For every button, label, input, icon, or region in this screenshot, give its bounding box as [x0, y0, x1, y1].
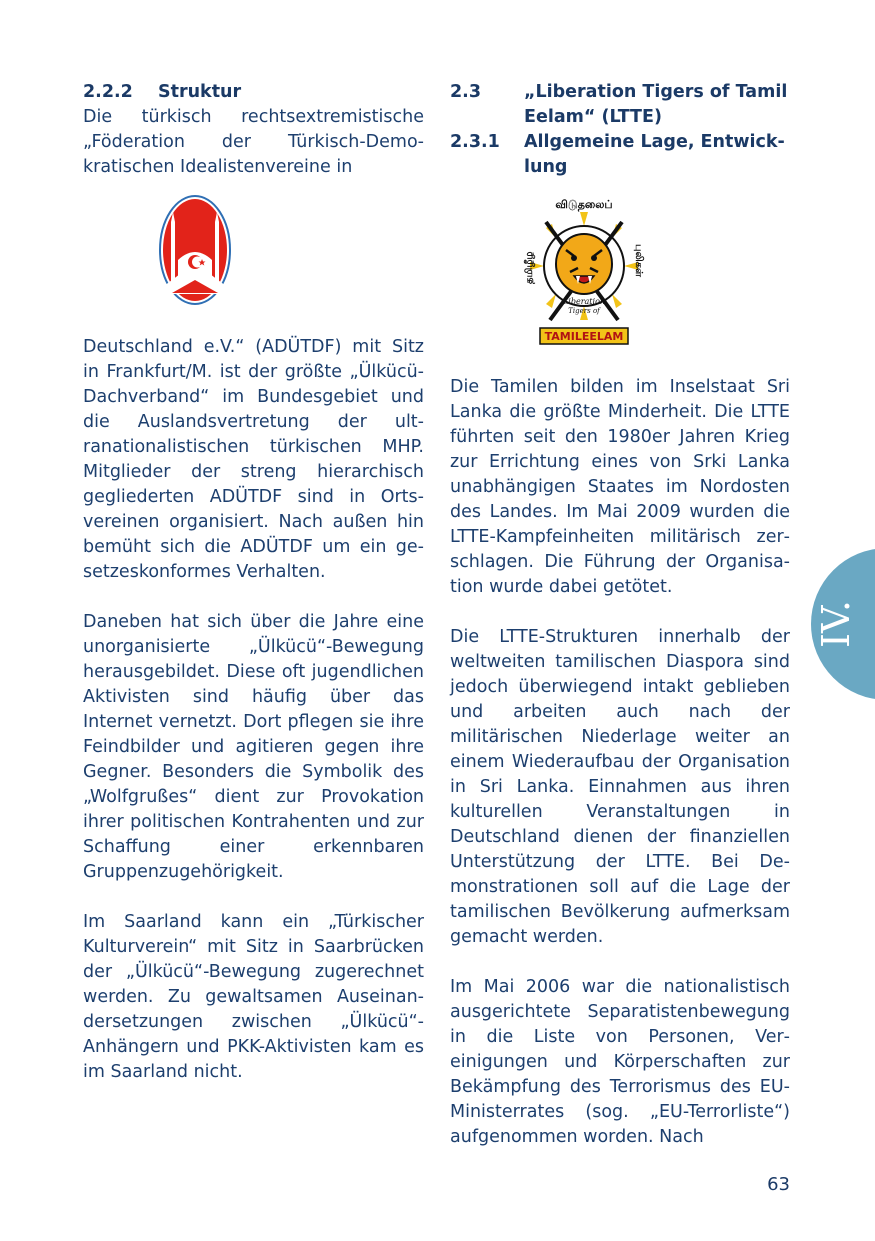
emblem-tamil-right: புலிகள்	[633, 244, 644, 278]
paragraph: Die LTTE-Strukturen innerhalb der weltweiten tamilischen Diaspora sind jedoch überwiegend intakt geblieben und arbeiten auch nach der militärischen Niederlage weiter an einem Wiederaufbau der Organisation in Sri Lanka. Einnahmen aus ihren kulturellen Veranstaltungen in Deutschland dienen der finanziellen Unterstützung der LTTE. Bei Demonstrationen soll auf die Lage der tamilischen Bevölkerung aufmerksam gemacht werden.	[450, 627, 790, 947]
heading-number: 2.2.2	[83, 82, 133, 102]
chapter-tab-label: IV.	[814, 600, 858, 648]
paragraph: Im Mai 2006 war die nationalistisch ausgerichtete Separatistenbewegung in die Liste von Personen, Vereinigungen und Körperschaften zur Bekämpfung des Terrorismus des EU-Ministerrates (sog. „EU-Terrorliste“) aufgenommen worden. Nach	[450, 977, 790, 1147]
heading-title: „Liberation Tigers of Tamil Eelam“ (LTTE)	[524, 82, 788, 127]
section-heading-2-3-1	[450, 130, 790, 180]
emblem-tamil-top: விடுதலைப்	[555, 198, 613, 211]
paragraph: Deutschland e.V.“ (ADÜTDF) mit Sitz in Frankfurt/M. ist der größte „Ülkücü-Dachverband“ im Bundesgebiet und die Auslandsvertretung der ultranationalistischen türkischen MHP. Mitglieder der streng hierarchisch gegliederten ADÜTDF sind in Ortsvereinen organisiert. Nach außen hin bemüht sich die ADÜTDF um ein gesetzeskonformes Verhalten.	[83, 337, 424, 582]
ltte-emblem	[522, 194, 646, 346]
paragraph: Im Saarland kann ein „Türkischer Kulturverein“ mit Sitz in Saarbrücken der „Ülkücü“-Bewegung zugerechnet werden. Zu gewaltsamen Auseinandersetzungen zwischen „Ülkücü“-Anhängern und PKK-Aktivisten kam es im Saarland nicht.	[83, 912, 424, 1082]
right-column	[450, 80, 790, 1150]
section-heading-2-2-2	[83, 80, 424, 105]
paragraph: Die Tamilen bilden im Inselstaat Sri Lanka die größte Minderheit. Die LTTE führten seit den 1980er Jahren Krieg zur Errichtung eines von Srki Lanka unabhängigen Staates im Nordosten des Landes. Im Mai 2009 wurden die LTTE-Kampfeinheiten militärisch zerschlagen. Die Führung der Organisation wurde dabei getötet.	[450, 377, 790, 597]
page-number: 63	[767, 1174, 790, 1195]
section-heading-2-3	[450, 80, 790, 130]
adutdf-emblem-wrap	[83, 180, 424, 335]
ltte-emblem-wrap	[450, 180, 790, 375]
heading-title: Struktur	[158, 82, 242, 102]
heading-number: 2.3.1	[450, 132, 500, 152]
paragraph: Die türkisch rechtsextremistische „Föderation der Türkisch-Demokratischen Idealistenvereine in	[83, 107, 424, 177]
heading-number: 2.3	[450, 82, 482, 102]
paragraph: Daneben hat sich über die Jahre eine unorganisierte „Ülkücü“-Bewegung herausgebildet. Diese oft jugendlichen Aktivisten sind häufig über das Internet vernetzt. Dort pflegen sie ihre Feindbilder und agitieren gegen ihre Gegner. Besonders die Symbolik des „Wolfgrußes“ dient zur Provokation ihrer politischen Kontrahenten und zur Schaffung einer erkennbaren Gruppenzugehörigkeit.	[83, 612, 424, 882]
emblem-tamil-left: தமிழீழ	[524, 251, 535, 284]
emblem-script: Tigers of	[568, 307, 600, 315]
left-column	[83, 80, 424, 1085]
emblem-banner: TAMILEELAM	[544, 330, 624, 343]
emblem-script: Liberation	[562, 297, 606, 306]
adutdf-emblem	[158, 194, 232, 306]
heading-title: Allgemeine Lage, Entwicklung	[524, 132, 785, 177]
